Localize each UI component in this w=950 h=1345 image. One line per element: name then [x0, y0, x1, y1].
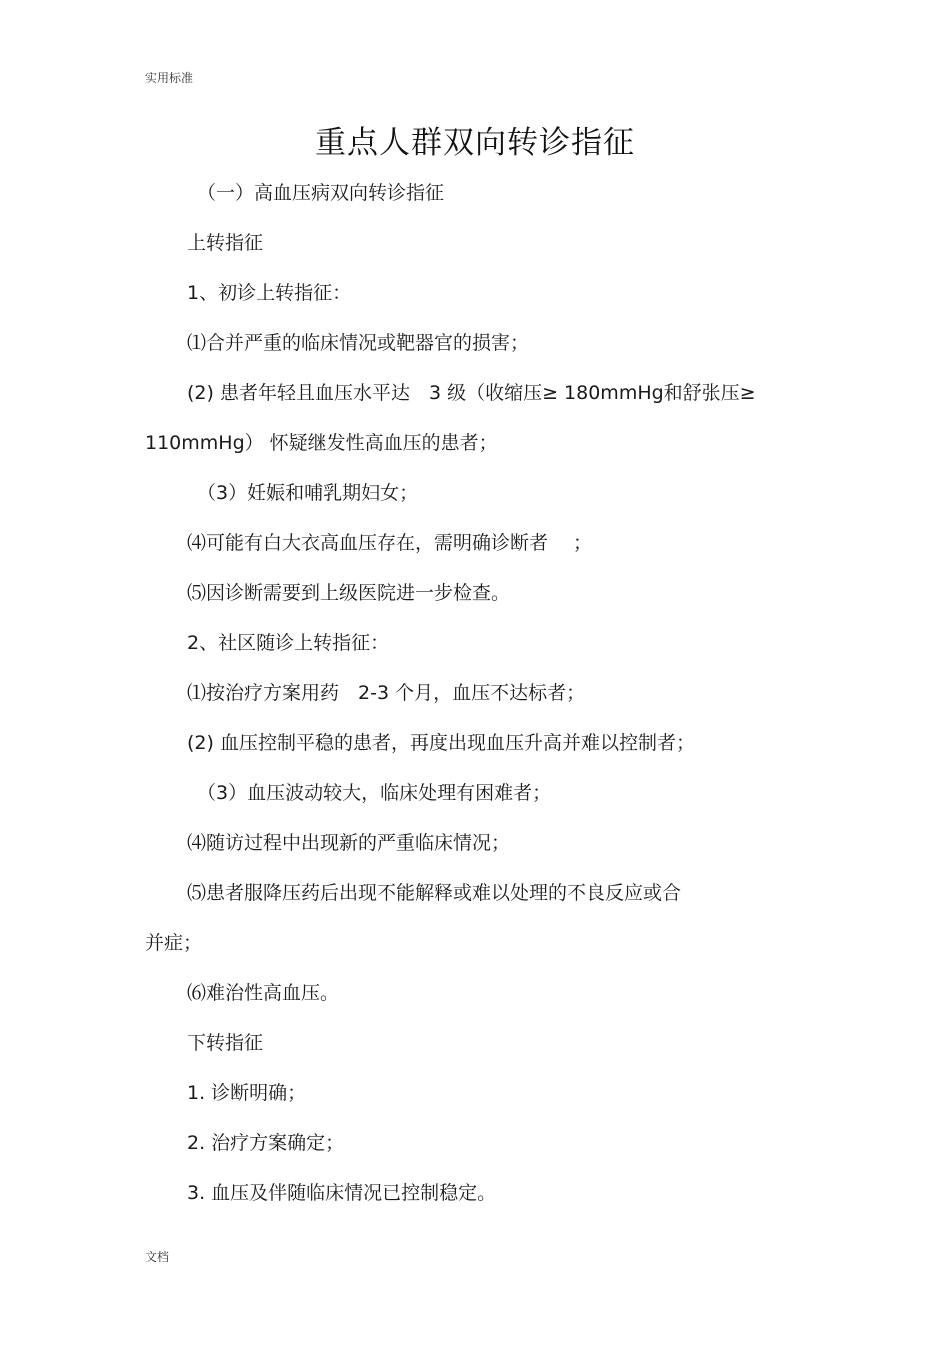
list-item: （3）血压波动较大，临床处理有困难者；: [197, 782, 552, 804]
list-heading-community-followup: 2、社区随诊上转指征：: [187, 632, 390, 654]
list-item: (2) 血压控制平稳的患者，再度出现血压升高并难以控制者；: [187, 732, 695, 754]
document-body: [145, 168, 805, 1218]
list-item: ⑷随访过程中出现新的严重临床情况；: [187, 832, 511, 854]
list-item: (2) 患者年轻且血压水平达 3 级（收缩压≥ 180mmHg和舒张压≥: [187, 382, 756, 404]
list-heading-initial-diagnosis: 1、初诊上转指征：: [187, 282, 352, 304]
list-item-continuation: 110mmHg） 怀疑继发性高血压的患者；: [145, 432, 498, 454]
list-item: 3. 血压及伴随临床情况已控制稳定。: [187, 1182, 497, 1204]
subheading-downward-referral: 下转指征: [187, 1032, 264, 1054]
list-item: ⑹难治性高血压。: [187, 982, 340, 1004]
subheading-upward-referral: 上转指征: [187, 232, 264, 254]
page-header-label: 实用标准: [145, 71, 194, 85]
page-footer-label: 文档: [145, 1250, 170, 1264]
list-item: （3）妊娠和哺乳期妇女；: [197, 482, 419, 504]
list-item: ⑴合并严重的临床情况或靶器官的损害；: [187, 332, 530, 354]
section-heading-hypertension: （一）高血压病双向转诊指征: [197, 182, 445, 204]
list-item: ⑷可能有白大衣高血压存在，需明确诊断者 ；: [187, 532, 593, 554]
list-item: ⑴按治疗方案用药 2-3 个月，血压不达标者；: [187, 682, 586, 704]
list-item: ⑸患者服降压药后出现不能解释或难以处理的不良反应或合: [187, 882, 682, 904]
list-item-continuation: 并症；: [145, 932, 203, 954]
list-item: 1. 诊断明确；: [187, 1082, 307, 1104]
list-item: ⑸因诊断需要到上级医院进一步检查。: [187, 582, 511, 604]
list-item: 2. 治疗方案确定；: [187, 1132, 345, 1154]
document-title: 重点人群双向转诊指征: [315, 125, 635, 161]
